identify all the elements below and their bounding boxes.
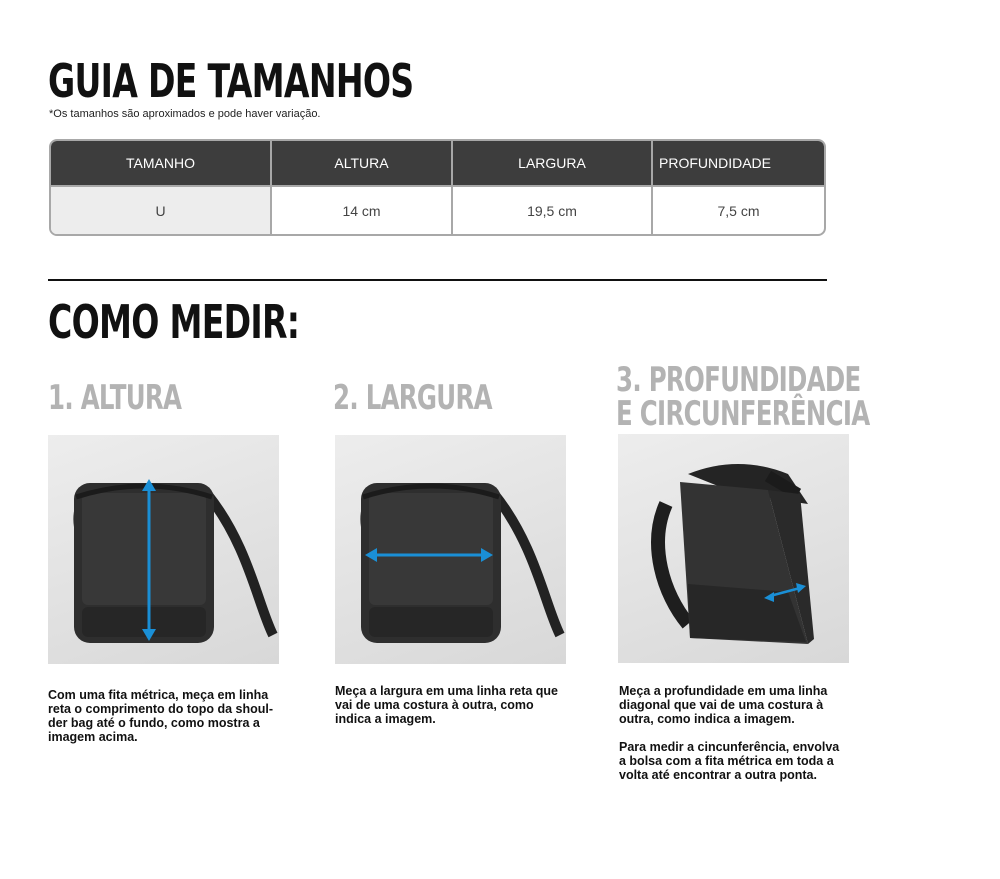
step-3-text-circumference: Para medir a cincunferência, envolva a bolsa com a fita métrica em toda a volta até encontrar a outra ponta. — [619, 740, 840, 782]
step-2-description — [335, 684, 571, 740]
size-disclaimer: *Os tamanhos são aproximados e pode haver variação. — [49, 108, 321, 120]
cell-width: 19,5 cm — [453, 187, 653, 234]
bag-front-width-image — [335, 435, 566, 664]
how-to-measure-title: COMO MEDIR: — [48, 295, 300, 349]
step-3-title-line2: E CIRCUNFERÊNCIA — [616, 394, 870, 434]
column-header-depth: PROFUNDIDADE — [653, 141, 824, 187]
column-header-width: LARGURA — [453, 141, 653, 187]
step-3-description — [619, 684, 847, 796]
cell-size: U — [51, 187, 272, 234]
cell-height: 14 cm — [272, 187, 453, 234]
step-2-title: 2. LARGURA — [333, 378, 492, 418]
page-title: GUIA DE TAMANHOS — [48, 54, 414, 108]
section-divider — [48, 279, 827, 281]
step-1-description — [48, 688, 286, 758]
size-table — [49, 139, 826, 236]
column-header-size: TAMANHO — [51, 141, 272, 187]
step-3-text-depth: Meça a profundidade em uma linha diagonal que vai de uma costura à outra, como indica a imagem. — [619, 684, 828, 726]
step-2-text: Meça a largura em uma linha reta que vai de uma costura à outra, como indica a imagem. — [335, 684, 558, 726]
bag-side-depth-image — [618, 434, 849, 663]
bag-front-height-image — [48, 435, 279, 664]
step-1-text: Com uma fita métrica, meça em linha reta o comprimento do topo da shoul-der bag até o fundo, como mostra a imagem acima. — [48, 688, 273, 744]
step-1-title: 1. ALTURA — [48, 378, 182, 418]
cell-depth: 7,5 cm — [717, 202, 760, 219]
step-3-title: 3. PROFUNDIDADE — [616, 360, 861, 400]
column-header-height: ALTURA — [272, 141, 453, 187]
